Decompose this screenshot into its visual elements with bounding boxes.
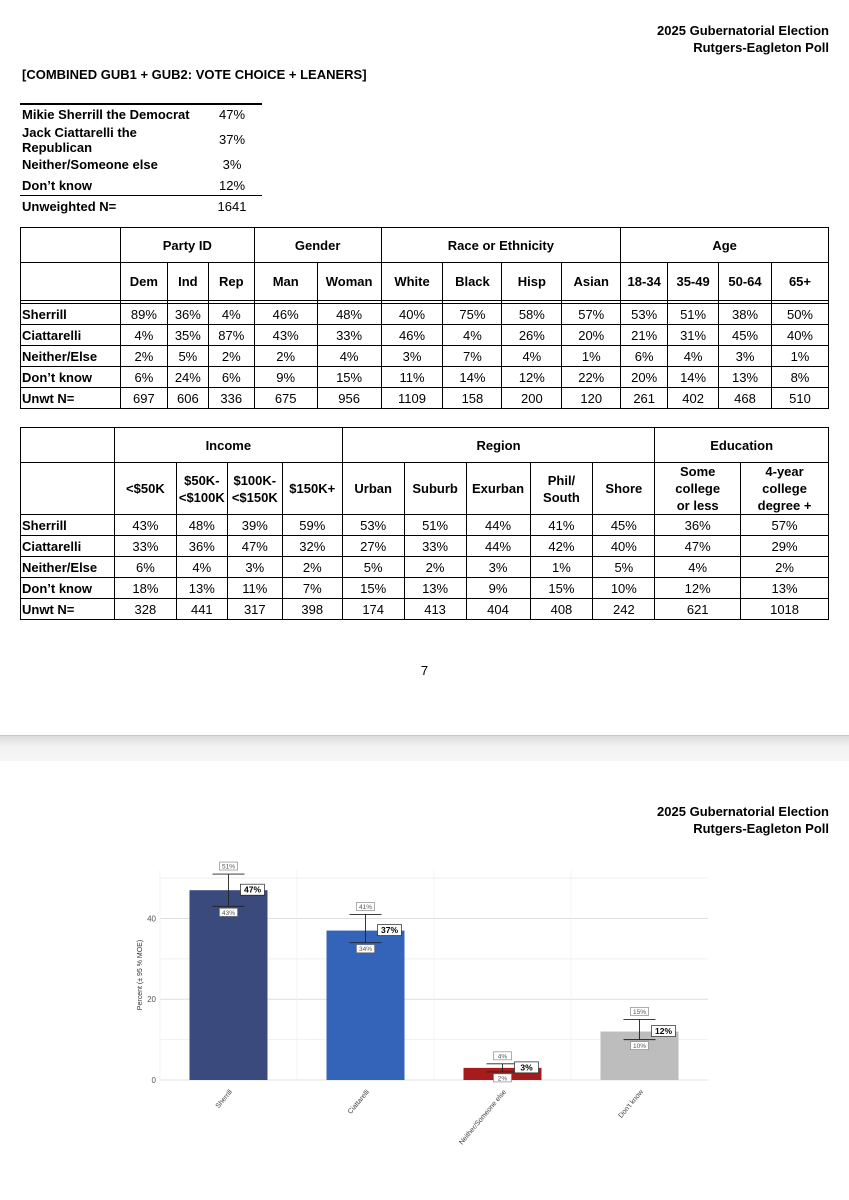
lower-bound-label: 43% (221, 909, 236, 917)
row-label: Neither/Else (21, 346, 121, 367)
topline-summary-table (20, 103, 262, 216)
group-education: Education (655, 428, 829, 463)
table-cell: 1% (562, 346, 621, 367)
table-cell: 2% (404, 557, 466, 578)
table-row (21, 536, 829, 557)
table-cell: 48% (317, 304, 381, 325)
table-row (20, 155, 262, 176)
table-row (21, 388, 829, 409)
row-value: 47% (218, 107, 246, 123)
table-cell: 4% (502, 346, 562, 367)
x-tick-label: Don't know (617, 1088, 646, 1120)
table-row (21, 367, 829, 388)
corner-cell (21, 228, 121, 263)
group-header-row (21, 228, 829, 263)
table-cell: 7% (282, 578, 342, 599)
row-label: Don’t know (21, 367, 121, 388)
column-header-line1: Suburb (412, 481, 458, 496)
column-header-line1: Some college (675, 464, 721, 496)
table-cell: 1018 (741, 599, 829, 620)
row-label: Unwt N= (21, 388, 121, 409)
table-cell: 6% (208, 367, 254, 388)
column-header: Asian (562, 263, 621, 301)
table-cell: 5% (167, 346, 208, 367)
y-tick-label: 0 (151, 1076, 156, 1085)
table-cell: 5% (593, 557, 655, 578)
table-cell: 43% (114, 515, 176, 536)
column-header-line1: <$50K (126, 481, 165, 496)
table-cell: 39% (227, 515, 282, 536)
table-cell: 10% (593, 578, 655, 599)
row-label: Sherrill (21, 304, 121, 325)
table-cell: 2% (254, 346, 317, 367)
table-cell: 58% (502, 304, 562, 325)
row-label: Mikie Sherrill the Democrat (22, 107, 190, 123)
corner-cell (21, 428, 115, 463)
page-8 (0, 761, 849, 1200)
group-header-row (21, 428, 829, 463)
table-cell: 2% (282, 557, 342, 578)
table-cell: 38% (719, 304, 772, 325)
value-label: 12% (654, 1026, 673, 1037)
table-cell: 26% (502, 325, 562, 346)
table-cell: 18% (114, 578, 176, 599)
column-header-row (21, 463, 829, 515)
table-cell: 697 (120, 388, 167, 409)
table-cell: 11% (381, 367, 443, 388)
column-header (176, 463, 227, 515)
table-row (20, 175, 262, 196)
table-cell: 4% (443, 325, 502, 346)
row-label: Jack Ciattarelli the Republican (22, 124, 137, 155)
table-cell: 46% (381, 325, 443, 346)
x-tick-label: Neither/Someone else (458, 1088, 509, 1147)
table-cell: 75% (443, 304, 502, 325)
table-cell: 36% (655, 515, 741, 536)
group-gender: Gender (254, 228, 381, 263)
column-header-line1: 4-year college (762, 464, 807, 496)
table-cell: 413 (404, 599, 466, 620)
table-cell: 675 (254, 388, 317, 409)
lower-bound-label: 2% (497, 1075, 508, 1083)
table-cell: 174 (342, 599, 404, 620)
x-tick-label: Sherrill (214, 1088, 235, 1110)
table-cell: 6% (621, 346, 668, 367)
table-cell: 46% (254, 304, 317, 325)
page-separator (0, 735, 849, 761)
table-cell: 33% (114, 536, 176, 557)
table-cell: 13% (741, 578, 829, 599)
row-value: 1641 (217, 198, 247, 214)
column-header: Black (443, 263, 502, 301)
column-header: Hisp (502, 263, 562, 301)
column-header: 50-64 (719, 263, 772, 301)
table-cell: 404 (466, 599, 530, 620)
column-header: Rep (208, 263, 254, 301)
table-cell: 21% (621, 325, 668, 346)
page-number: 7 (420, 663, 429, 678)
upper-bound-label: 15% (632, 1008, 647, 1016)
table-cell: 33% (404, 536, 466, 557)
table-cell: 53% (342, 515, 404, 536)
row-value: 3% (222, 157, 242, 173)
upper-bound-label: 4% (497, 1053, 508, 1061)
group-region: Region (342, 428, 655, 463)
table-cell: 120 (562, 388, 621, 409)
table-cell: 5% (342, 557, 404, 578)
table-cell: 32% (282, 536, 342, 557)
table-cell: 59% (282, 515, 342, 536)
table-cell: 87% (208, 325, 254, 346)
table-cell: 36% (167, 304, 208, 325)
table-cell: 3% (381, 346, 443, 367)
table-cell: 12% (655, 578, 741, 599)
table-cell: 13% (176, 578, 227, 599)
table-cell: 158 (443, 388, 502, 409)
table-cell: 42% (530, 536, 593, 557)
table-cell: 4% (208, 304, 254, 325)
table-cell: 22% (562, 367, 621, 388)
column-header-line1: Urban (354, 481, 392, 496)
table-row (20, 125, 262, 155)
column-header-line2: <$150K (231, 489, 278, 505)
row-label: Sherrill (21, 515, 115, 536)
table-row (20, 104, 262, 125)
table-cell: 1109 (381, 388, 443, 409)
row-label: Don’t know (21, 578, 115, 599)
upper-bound-label: 51% (221, 863, 236, 871)
table-cell: 47% (655, 536, 741, 557)
column-header (342, 463, 404, 515)
table-cell: 33% (317, 325, 381, 346)
column-header: 35-49 (668, 263, 719, 301)
table-cell: 2% (741, 557, 829, 578)
table-cell: 4% (317, 346, 381, 367)
column-header (282, 463, 342, 515)
table-row (21, 346, 829, 367)
column-header: 65+ (771, 263, 828, 301)
table-cell: 4% (655, 557, 741, 578)
row-label: Neither/Else (21, 557, 115, 578)
table-cell: 29% (741, 536, 829, 557)
table-cell: 2% (120, 346, 167, 367)
table-row (21, 557, 829, 578)
group-income: Income (114, 428, 342, 463)
table-row (21, 599, 829, 620)
header-election-title: 2025 Gubernatorial Election (657, 804, 829, 819)
table-cell: 3% (227, 557, 282, 578)
table-cell: 24% (167, 367, 208, 388)
column-header (655, 463, 741, 515)
table-cell: 4% (668, 346, 719, 367)
bar-0 (190, 890, 268, 1080)
column-header: White (381, 263, 443, 301)
value-label: 37% (380, 925, 399, 936)
table-cell: 13% (404, 578, 466, 599)
table-row (21, 325, 829, 346)
column-header: Ind (167, 263, 208, 301)
upper-bound-label: 41% (358, 903, 373, 911)
corner-cell (21, 263, 121, 301)
table-cell: 1% (530, 557, 593, 578)
table-cell: 328 (114, 599, 176, 620)
x-tick-label: Ciattarelli (346, 1088, 372, 1116)
column-header-line2: South (543, 489, 580, 505)
table-cell: 35% (167, 325, 208, 346)
group-party-id: Party ID (120, 228, 254, 263)
y-tick-label: 20 (147, 995, 156, 1005)
table-cell: 3% (466, 557, 530, 578)
table-cell: 40% (771, 325, 828, 346)
crosstab-party-gender-race-age (20, 227, 829, 409)
table-cell: 14% (668, 367, 719, 388)
column-header: Man (254, 263, 317, 301)
value-label: 3% (520, 1062, 533, 1073)
table-cell: 40% (593, 536, 655, 557)
table-cell: 408 (530, 599, 593, 620)
table-cell: 51% (404, 515, 466, 536)
table-cell: 9% (466, 578, 530, 599)
table-cell: 3% (719, 346, 772, 367)
report-header (657, 22, 829, 56)
table-cell: 317 (227, 599, 282, 620)
lower-bound-label: 10% (632, 1043, 647, 1051)
table-cell: 57% (562, 304, 621, 325)
vote-choice-bar-chart (130, 858, 730, 1188)
table-cell: 31% (668, 325, 719, 346)
table-cell: 11% (227, 578, 282, 599)
header-poll-name: Rutgers-Eagleton Poll (693, 821, 829, 836)
row-value: 12% (202, 175, 262, 196)
chart-canvas (130, 858, 730, 1188)
column-header: Woman (317, 263, 381, 301)
table-cell: 14% (443, 367, 502, 388)
table-cell: 57% (741, 515, 829, 536)
table-cell: 8% (771, 367, 828, 388)
table-cell: 48% (176, 515, 227, 536)
column-header-line1: $50K- (184, 472, 220, 488)
table-cell: 44% (466, 536, 530, 557)
column-header (404, 463, 466, 515)
column-header (530, 463, 593, 515)
table-cell: 510 (771, 388, 828, 409)
table-cell: 44% (466, 515, 530, 536)
table-cell: 47% (227, 536, 282, 557)
table-row (21, 304, 829, 325)
table-cell: 956 (317, 388, 381, 409)
column-header (593, 463, 655, 515)
column-header (741, 463, 829, 515)
table-row (20, 196, 262, 217)
group-race-ethnicity: Race or Ethnicity (381, 228, 621, 263)
column-header-line1: Exurban (472, 481, 525, 496)
table-cell: 40% (381, 304, 443, 325)
column-header (227, 463, 282, 515)
table-cell: 468 (719, 388, 772, 409)
table-cell: 336 (208, 388, 254, 409)
table-cell: 15% (342, 578, 404, 599)
row-label: Ciattarelli (21, 325, 121, 346)
table-cell: 36% (176, 536, 227, 557)
table-cell: 43% (254, 325, 317, 346)
row-label: Don’t know (20, 175, 202, 196)
row-value: 37% (218, 132, 246, 147)
report-header (657, 803, 829, 837)
column-header-line2: <$100K (178, 489, 225, 505)
group-age: Age (621, 228, 829, 263)
table-cell: 15% (530, 578, 593, 599)
table-cell: 89% (120, 304, 167, 325)
table-cell: 50% (771, 304, 828, 325)
table-cell: 27% (342, 536, 404, 557)
column-header: Dem (120, 263, 167, 301)
table-cell: 53% (621, 304, 668, 325)
question-title: [COMBINED GUB1 + GUB2: VOTE CHOICE + LEANERS] (22, 67, 367, 82)
header-election-title: 2025 Gubernatorial Election (657, 23, 829, 38)
column-header-line1: Phil/ (547, 472, 576, 488)
table-cell: 45% (719, 325, 772, 346)
table-cell: 200 (502, 388, 562, 409)
crosstab-income-region-education (20, 427, 829, 620)
column-header-line2: or less (676, 498, 719, 513)
table-cell: 13% (719, 367, 772, 388)
table-row (21, 515, 829, 536)
y-tick-label: 40 (147, 914, 156, 924)
table-cell: 20% (562, 325, 621, 346)
table-cell: 1% (771, 346, 828, 367)
table-cell: 12% (502, 367, 562, 388)
table-cell: 15% (317, 367, 381, 388)
row-label: Neither/Someone else (22, 157, 158, 173)
table-cell: 398 (282, 599, 342, 620)
table-cell: 51% (668, 304, 719, 325)
column-header-row (21, 263, 829, 301)
table-cell: 20% (621, 367, 668, 388)
table-cell: 402 (668, 388, 719, 409)
table-cell: 242 (593, 599, 655, 620)
column-header-line1: $150K+ (289, 481, 336, 496)
table-cell: 9% (254, 367, 317, 388)
table-cell: 261 (621, 388, 668, 409)
table-cell: 6% (114, 557, 176, 578)
row-label: Unweighted N= (22, 198, 117, 214)
table-cell: 2% (208, 346, 254, 367)
table-row (21, 578, 829, 599)
table-cell: 45% (593, 515, 655, 536)
table-cell: 6% (120, 367, 167, 388)
table-cell: 7% (443, 346, 502, 367)
row-label: Unwt N= (21, 599, 115, 620)
y-axis-label: Percent (± 95 % MOE) (137, 939, 144, 1011)
table-cell: 441 (176, 599, 227, 620)
table-cell: 606 (167, 388, 208, 409)
column-header-line2: degree + (757, 498, 812, 513)
row-label: Ciattarelli (21, 536, 115, 557)
lower-bound-label: 34% (358, 946, 373, 954)
column-header-line1: $100K- (233, 472, 277, 488)
value-label: 47% (243, 884, 262, 895)
table-cell: 621 (655, 599, 741, 620)
header-poll-name: Rutgers-Eagleton Poll (693, 40, 829, 55)
column-header (466, 463, 530, 515)
column-header: 18-34 (621, 263, 668, 301)
column-header-line1: Shore (605, 481, 643, 496)
table-cell: 4% (176, 557, 227, 578)
table-cell: 41% (530, 515, 593, 536)
table-cell: 4% (120, 325, 167, 346)
column-header (114, 463, 176, 515)
corner-cell (21, 463, 115, 515)
